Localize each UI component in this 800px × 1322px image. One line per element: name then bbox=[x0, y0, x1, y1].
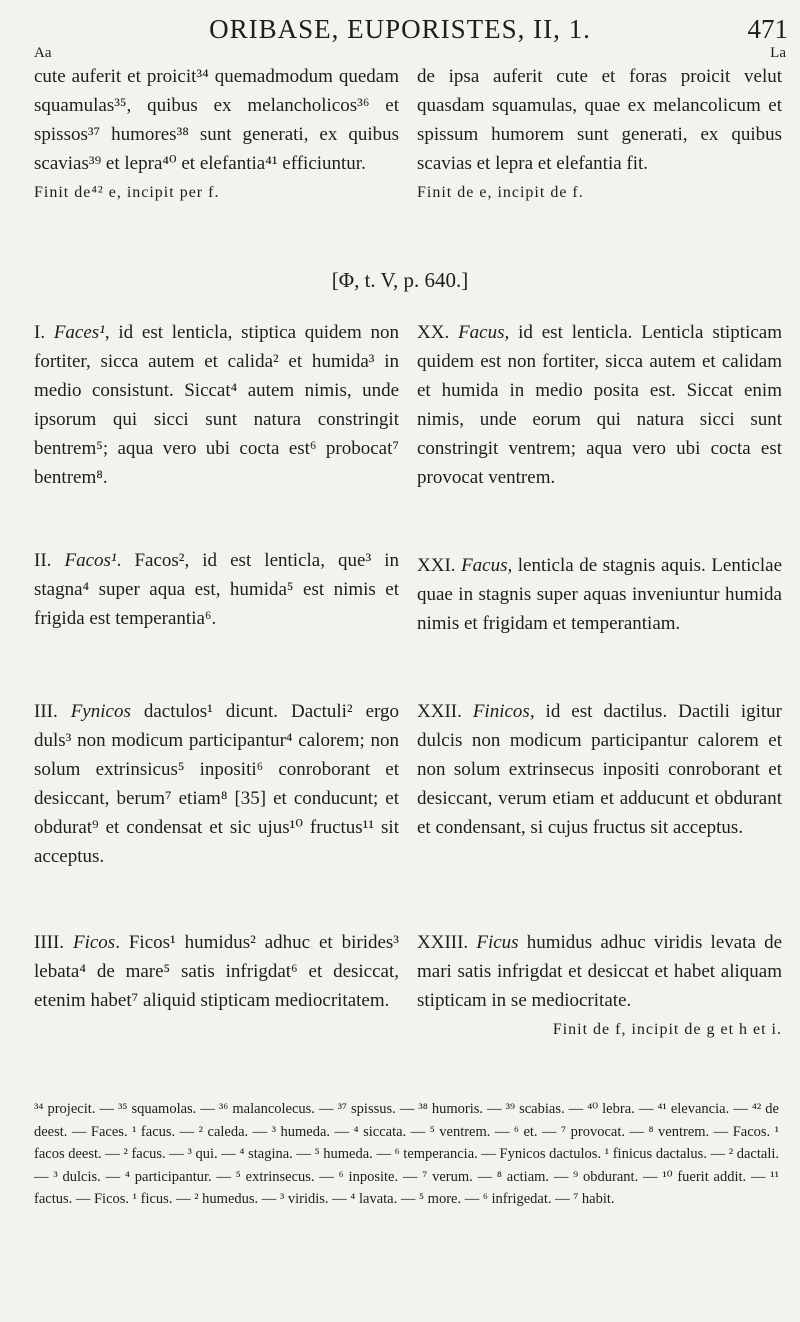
entry-head: Facus, bbox=[458, 322, 510, 343]
entry-head: Facos¹ bbox=[64, 550, 117, 571]
left-entry-4 bbox=[34, 928, 399, 1015]
entry-text: . Ficos¹ humidus² adhuc et birides³ lebata⁴ de mare⁵ satis infrigdat⁶ et desiccat, etenim habet⁷ aliquid stipticam mediocritatem. bbox=[34, 932, 400, 1011]
right-intro bbox=[417, 62, 782, 207]
entry-number: III. bbox=[34, 701, 58, 722]
left-intro bbox=[34, 62, 399, 207]
entry-number: XXI. bbox=[417, 555, 456, 576]
running-title: ORIBASE, EUPORISTES, II, 1. bbox=[209, 14, 591, 44]
right-finit: Finit de e, incipit de f. bbox=[417, 184, 584, 201]
entry-number: I. bbox=[34, 322, 46, 343]
right-column-sigil: La bbox=[770, 45, 786, 61]
left-finit: Finit de⁴² e, incipit per f. bbox=[34, 184, 220, 201]
entry-number: XX. bbox=[417, 322, 450, 343]
right-entry-22 bbox=[417, 697, 782, 842]
right-entry-23 bbox=[417, 928, 782, 1044]
edition-reference: [Φ, t. V, p. 640.] bbox=[331, 268, 469, 292]
entry-text: lenticla de stagnis aquis. Lenticlae quae in stagnis super aquas inveniuntur humida nimis et frigidam et temperantiam. bbox=[417, 555, 782, 634]
entry-head: Ficos bbox=[72, 932, 116, 953]
entry-number: II. bbox=[34, 550, 52, 571]
left-entry-3 bbox=[34, 697, 399, 871]
page-number: 471 bbox=[747, 14, 788, 44]
right-intro-text: de ipsa auferit cute et foras proicit velut quasdam squamulas, quae ex melancolicum et spissum humorem sunt generati, ex quibus scavias et lepra et elefantia fit. bbox=[417, 66, 782, 174]
right-entry-20 bbox=[417, 318, 782, 492]
running-header bbox=[0, 14, 800, 48]
left-entry-1 bbox=[34, 318, 399, 492]
entry-text: . Facos², id est lenticla, que³ in stagna⁴ super aqua est, humida⁵ est nimis et frigida est temperantia⁶. bbox=[34, 550, 400, 629]
entry-text: humidus adhuc viridis levata de mari satis infrigdat et desiccat et habet aliquam stipticam in se mediocritate. bbox=[417, 932, 782, 1011]
left-entry-2 bbox=[34, 546, 399, 633]
entry-head: Faces¹ bbox=[53, 322, 105, 343]
entry-text: id est lenticla. Lenticla stipticam quidem est non fortiter, sicca autem et calidam et humida in medio posita est. Siccat enim nimis, unde eorum qui natura sicci sunt constringit ventrem; aqua vero ubi cocta est provocat ventrem. bbox=[417, 322, 782, 488]
entry-head: Fynicos bbox=[70, 701, 131, 722]
right-finit-2: Finit de f, incipit de g et h et i. bbox=[552, 1021, 782, 1038]
left-intro-text: cute auferit et proicit³⁴ quemadmodum quedam squamulas³⁵, quibus ex melancholicos³⁶ et spissos³⁷ humores³⁸ sunt generati, ex quibus scavias³⁹ et lepra⁴⁰ et elefantia⁴¹ efficiuntur. bbox=[34, 66, 399, 174]
entry-number: IIII. bbox=[34, 932, 65, 953]
entry-head: Facus, bbox=[461, 555, 513, 576]
footnotes bbox=[34, 1098, 779, 1211]
entry-number: XXII. bbox=[417, 701, 462, 722]
entry-head: Ficus bbox=[476, 932, 519, 953]
entry-text: , id est lenticla, stiptica quidem non fortiter, sicca autem et calida² et humida³ in medio consistunt. Siccat⁴ autem nimis, unde ipsorum qui sicci sunt natura constringit bentrem⁵; aqua vero ubi cocta est⁶ probocat⁷ bentrem⁸. bbox=[34, 322, 400, 488]
footnote-block: ³⁴ projecit. — ³⁵ squamolas. — ³⁶ malancolecus. — ³⁷ spissus. — ³⁸ humoris. — ³⁹ scabias. — ⁴⁰ lebra. — ⁴¹ elevancia. — ⁴² de deest. — Faces. ¹ facus. — ² caleda. — ³ humeda. — ⁴ siccata. — ⁵ ventrem. — ⁶ et. — ⁷ provocat. — ⁸ ventrem. — Facos. ¹ facos deest. — ² facus. — ³ qui. — ⁴ stagina. — ⁵ humeda. — ⁶ temperancia. — Fynicos dactulos. ¹ finicus dactalus. — ² dactali. — ³ dulcis. — ⁴ participantur. — ⁵ extrinsecus. — ⁶ inposite. — ⁷ verum. — ⁸ actiam. — ⁹ obdurant. — ¹⁰ fuerit addit. — ¹¹ factus. — Ficos. ¹ ficus. — ² humedus. — ³ viridis. — ⁴ lavata. — ⁵ more. — ⁶ infrigedat. — ⁷ habit. bbox=[34, 1101, 779, 1207]
entry-text: dactulos¹ dicunt. Dactuli² ergo duls³ non modicum participantur⁴ calorem; non solum extrinsicus⁵ inpositi⁶ conroborant et desiccant, berum⁷ etiam⁸ [35] et conducunt; et obdurat⁹ et condensat et sic ujus¹⁰ fructus¹¹ sit acceptus. bbox=[34, 701, 400, 867]
left-column-sigil: Aa bbox=[34, 45, 52, 61]
right-entry-21 bbox=[417, 551, 782, 638]
entry-head: Finicos, bbox=[472, 701, 535, 722]
entry-text: id est dactilus. Dactili igitur dulcis non modicum participantur calorem et non solum extrinsecus inpositi conroborant et desiccant, verum etiam et adducunt et obdurant et condensant, si cujus fructus sit acceptus. bbox=[417, 701, 782, 838]
entry-number: XXIII. bbox=[417, 932, 469, 953]
